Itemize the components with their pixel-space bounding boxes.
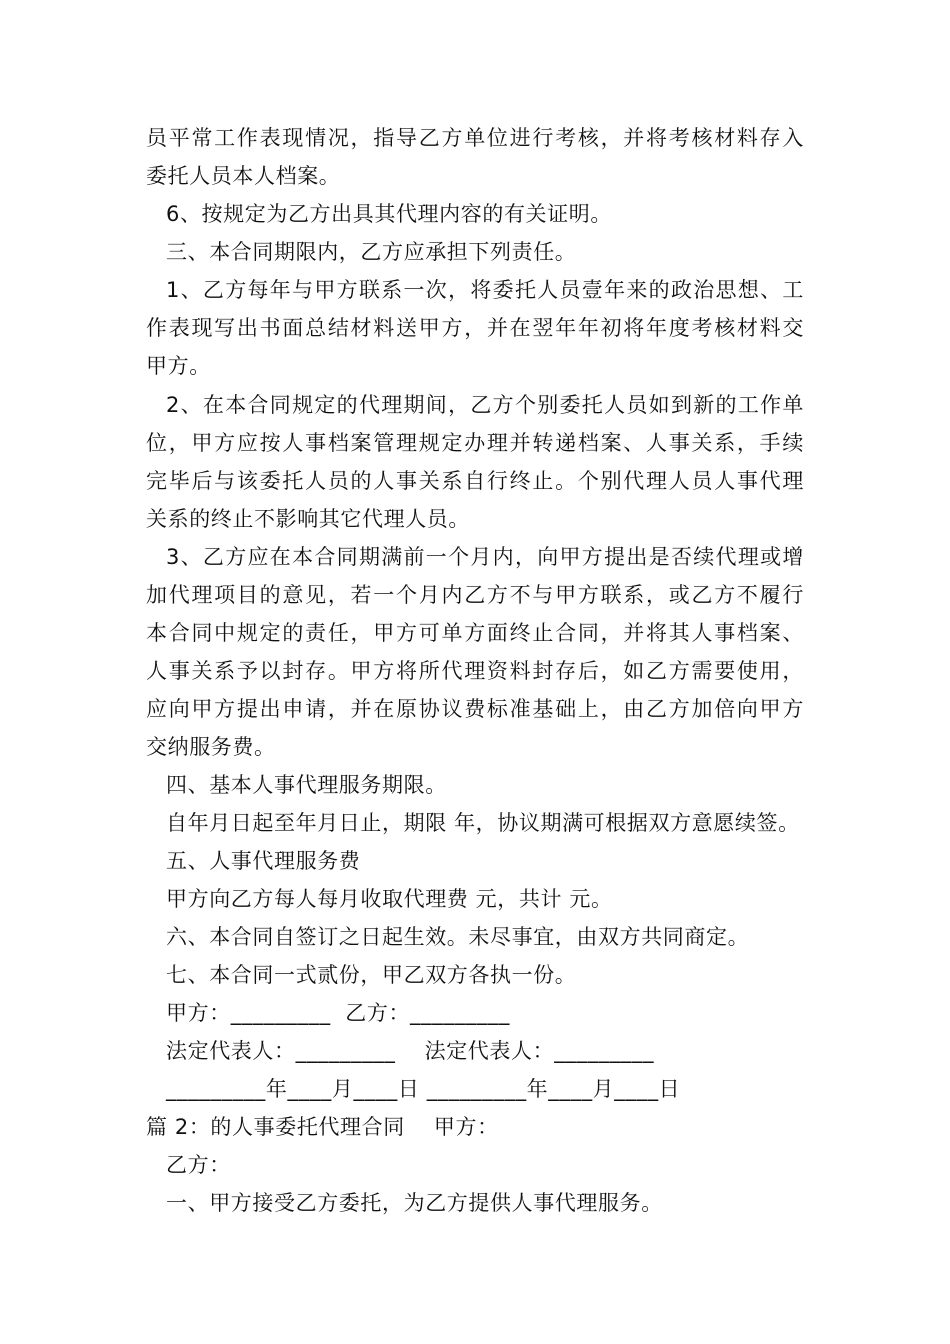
text-line: 乙方： [166,1153,231,1177]
text-line: 员平常工作表现情况，指导乙方单位进行考核，并将考核材料存入 [146,126,804,150]
text-line: 2、在本合同规定的代理期间，乙方个别委托人员如到新的工作单 [166,393,804,417]
section-heading: 三、本合同期限内，乙方应承担下列责任。 [166,240,577,264]
section-heading: 四、基本人事代理服务期限。 [166,773,447,797]
signature-representative-line: 法定代表人：_________ 法定代表人：_________ [166,1039,655,1063]
text-line: 人事关系予以封存。甲方将所代理资料封存后，如乙方需要使用， [146,659,804,683]
section-heading: 七、本合同一式贰份，甲乙双方各执一份。 [166,963,577,987]
text-line: 甲方。 [146,354,211,378]
text-line: 本合同中规定的责任，甲方可单方面终止合同，并将其人事档案、 [146,621,804,645]
text-line: 位，甲方应按人事档案管理规定办理并转递档案、人事关系，手续 [146,431,804,455]
signature-party-line: 甲方：_________ 乙方：_________ [166,1001,510,1025]
text-line: 委托人员本人档案。 [146,164,341,188]
text-line: 甲方向乙方每人每月收取代理费 元，共计 元。 [166,887,613,911]
text-line: 自年月日起至年月日止，期限 年，协议期满可根据双方意愿续签。 [166,811,800,835]
signature-date-line: _________年____月____日 _________年____月____日 [166,1077,681,1101]
text-line: 应向甲方提出申请，并在原协议费标准基础上，由乙方加倍向甲方 [146,697,804,721]
text-line: 完毕后与该委托人员的人事关系自行终止。个别代理人员人事代理 [146,469,804,493]
text-line: 关系的终止不影响其它代理人员。 [146,507,470,531]
section-heading: 五、人事代理服务费 [166,849,361,873]
text-line: 6、按规定为乙方出具其代理内容的有关证明。 [166,202,612,226]
section-heading: 六、本合同自签订之日起生效。未尽事宜，由双方共同商定。 [166,925,750,949]
text-line: 作表现写出书面总结材料送甲方，并在翌年年初将年度考核材料交 [146,316,804,340]
text-line: 加代理项目的意见，若一个月内乙方不与甲方联系，或乙方不履行 [146,583,804,607]
article-title: 篇 2：的人事委托代理合同 甲方： [146,1115,499,1139]
text-line: 3、乙方应在本合同期满前一个月内，向甲方提出是否续代理或增 [166,545,804,569]
section-heading: 一、甲方接受乙方委托，为乙方提供人事代理服务。 [166,1191,663,1215]
text-line: 交纳服务费。 [146,735,276,759]
text-line: 1、乙方每年与甲方联系一次，将委托人员壹年来的政治思想、工 [166,278,804,302]
